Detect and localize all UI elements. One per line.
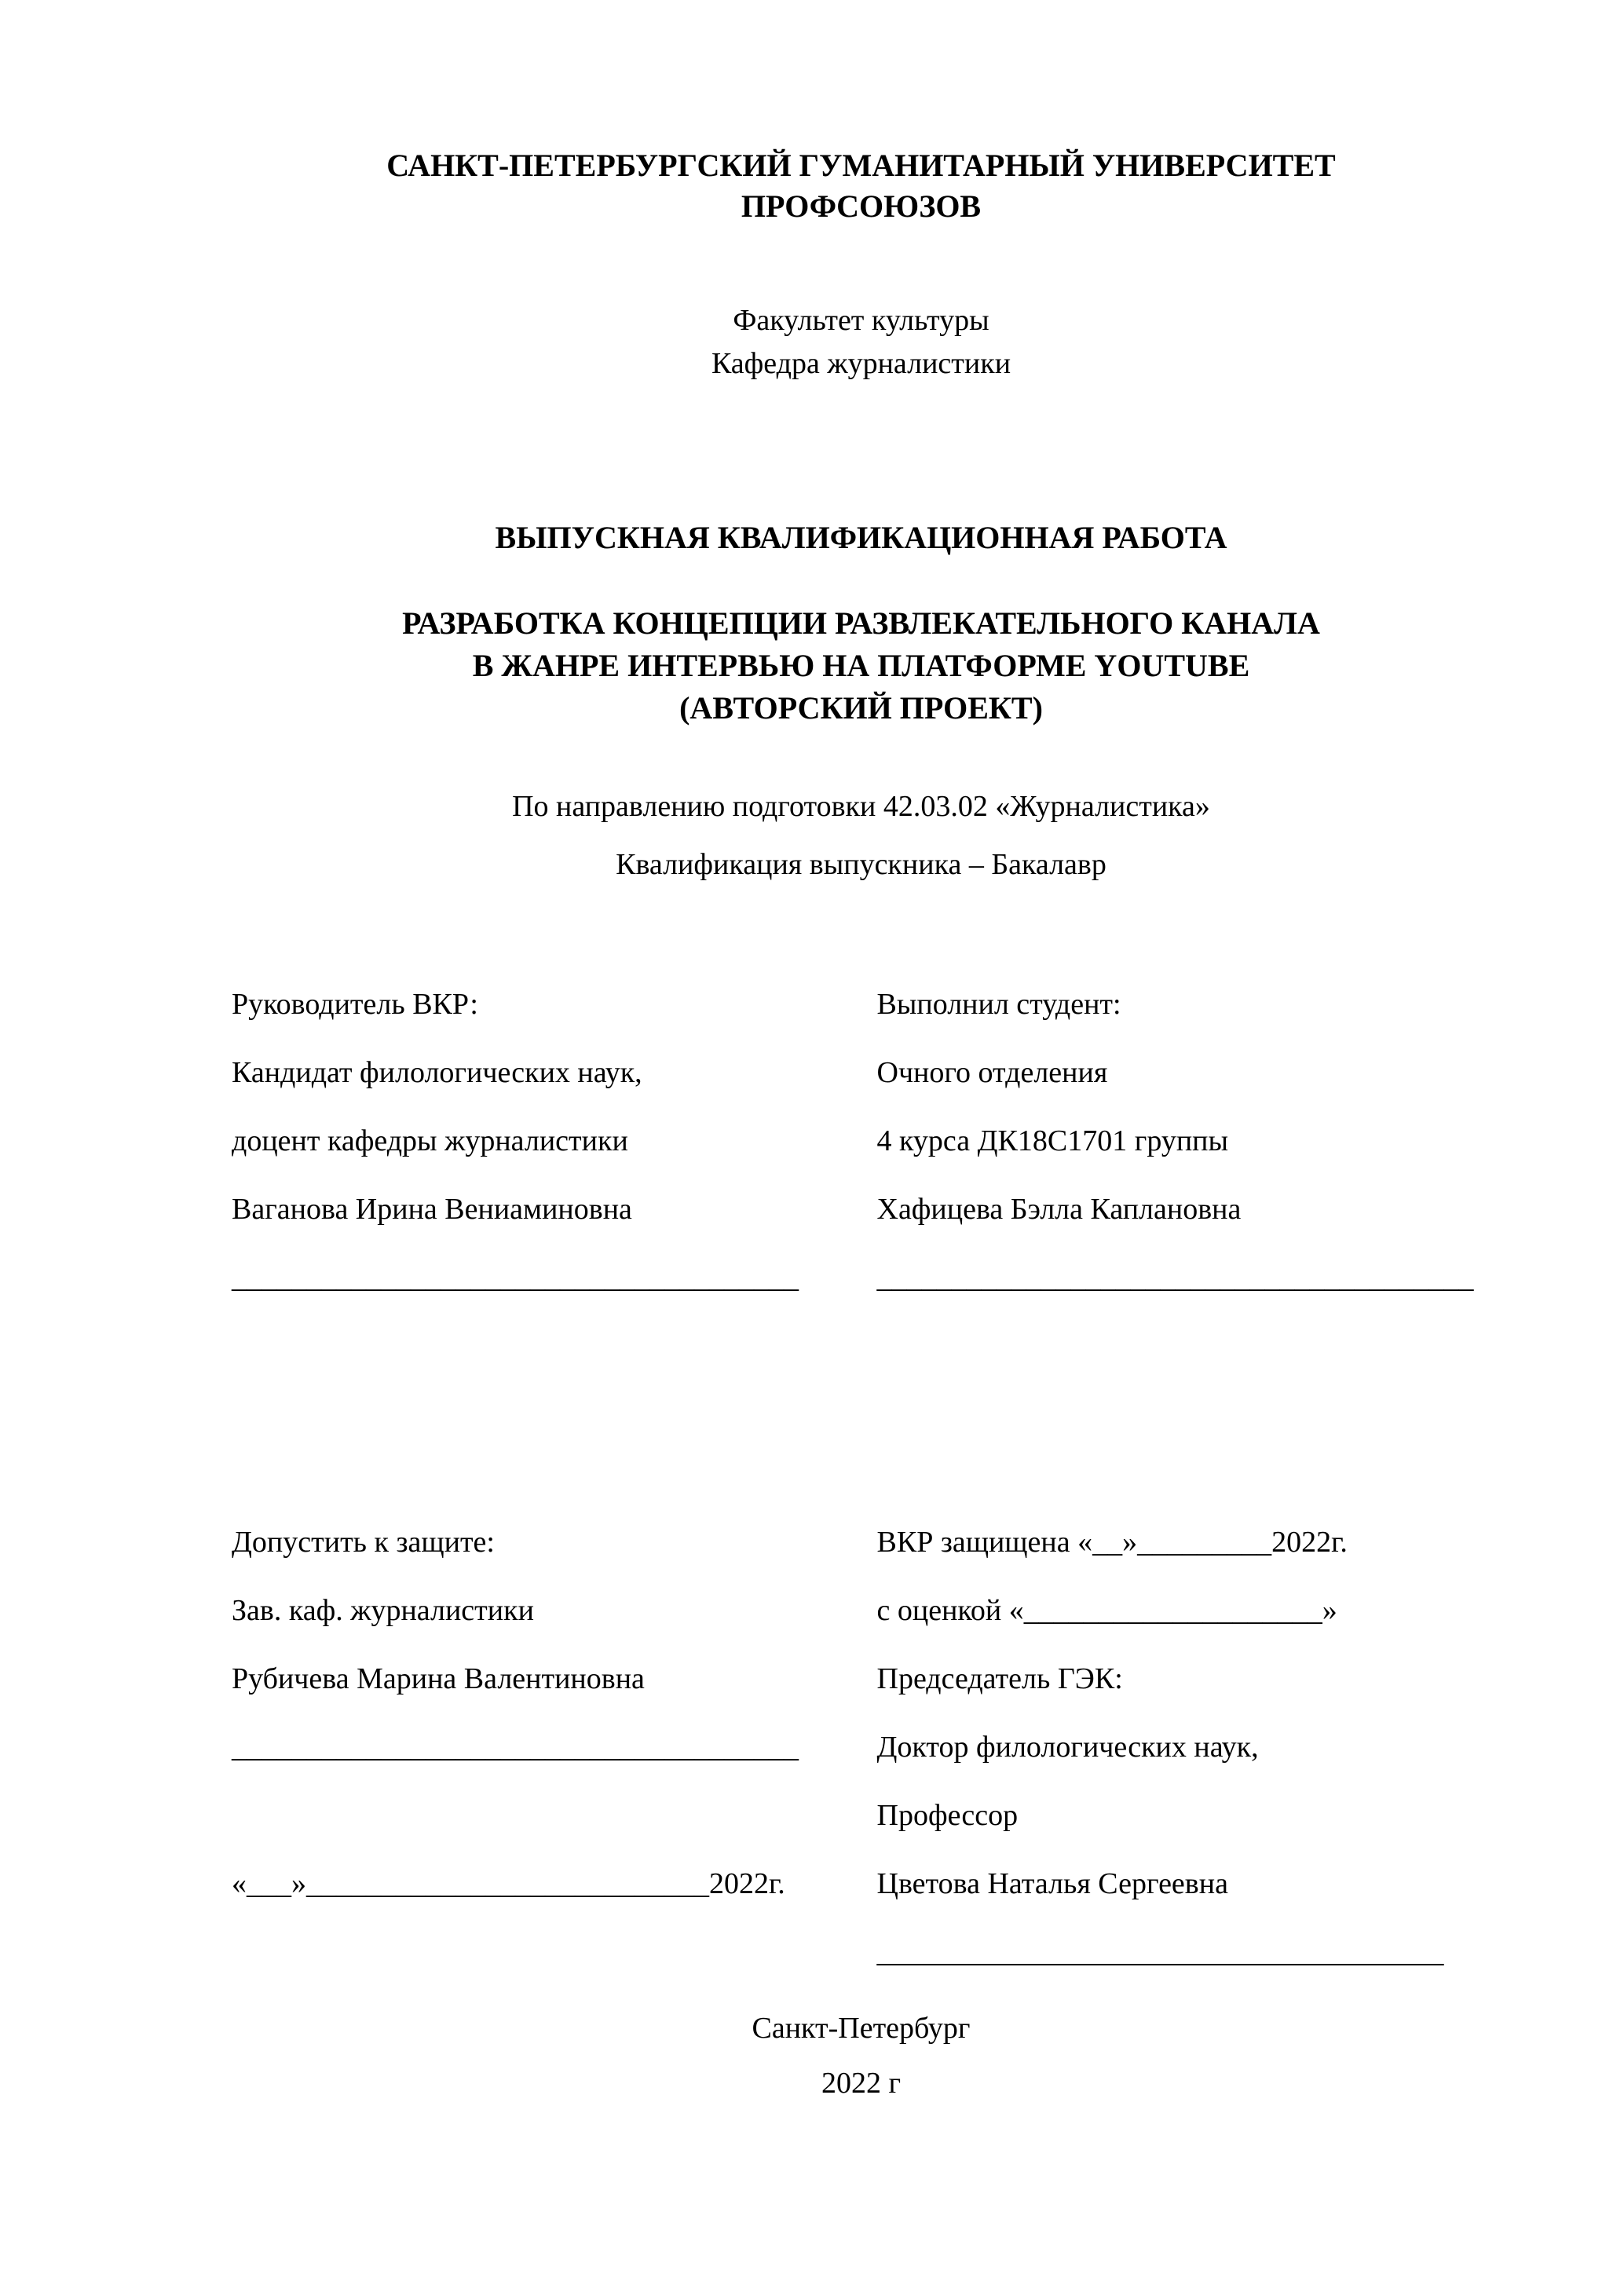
- chair-degree: Доктор филологических наук,: [876, 1730, 1259, 1764]
- supervisor-label: Руководитель ВКР:: [232, 987, 478, 1021]
- thesis-title-line1: РАЗРАБОТКА КОНЦЕПЦИИ РАЗВЛЕКАТЕЛЬНОГО КАНАЛА: [402, 605, 1320, 642]
- department-label: Кафедра журналистики: [711, 347, 1011, 381]
- thesis-title-line3: (АВТОРСКИЙ ПРОЕКТ): [679, 690, 1043, 726]
- faculty-label: Факультет культуры: [733, 304, 989, 337]
- admission-date-line: «___»___________________________2022г.: [232, 1866, 785, 1900]
- chair-title: Профессор: [876, 1798, 1019, 1832]
- committee-chair-label: Председатель ГЭК:: [876, 1662, 1123, 1695]
- thesis-title-line2: В ЖАНРЕ ИНТЕРВЬЮ НА ПЛАТФОРМЕ YOUTUBE: [472, 648, 1250, 684]
- supervisor-signature-line: ______________________________________: [232, 1260, 799, 1294]
- page-content: [232, 0, 1490, 2100]
- chair-signature-line: ______________________________________: [876, 1935, 1444, 1969]
- student-name: Хафицева Бэлла Каплановна: [876, 1192, 1242, 1226]
- head-of-department-name: Рубичева Марина Валентиновна: [232, 1662, 645, 1695]
- work-type-heading: ВЫПУСКНАЯ КВАЛИФИКАЦИОННАЯ РАБОТА: [495, 520, 1227, 556]
- defense-date-line: ВКР защищена «__»_________2022г.: [876, 1525, 1348, 1559]
- city-label: Санкт-Петербург: [752, 2012, 971, 2046]
- head-of-department-position: Зав. каф. журналистики: [232, 1593, 534, 1627]
- supervisor-degree: Кандидат филологических наук,: [232, 1055, 642, 1089]
- student-department: Очного отделения: [876, 1055, 1108, 1089]
- defense-grade-line: с оценкой «____________________»: [876, 1593, 1337, 1627]
- student-column: [877, 970, 1491, 1311]
- defense-column: [877, 1508, 1491, 1986]
- admission-spacer-row: [232, 1781, 846, 1849]
- year-label: 2022 г: [821, 2067, 902, 2100]
- chair-name: Цветова Наталья Сергеевна: [876, 1866, 1228, 1900]
- supervisor-name: Ваганова Ирина Вениаминовна: [232, 1192, 632, 1226]
- thesis-title: [232, 602, 1490, 729]
- university-name: [232, 145, 1490, 227]
- signature-block-2: [232, 1508, 1490, 1986]
- faculty-block: [232, 299, 1490, 386]
- supervisor-column: [232, 970, 846, 1311]
- qualification-line: Квалификация выпускника – Бакалавр: [616, 848, 1106, 882]
- admission-signature-line: ______________________________________: [232, 1730, 799, 1764]
- supervisor-position: доцент кафедры журналистики: [232, 1124, 628, 1157]
- student-signature-line: ________________________________________: [876, 1260, 1474, 1294]
- university-name-line1: САНКТ-ПЕТЕРБУРГСКИЙ ГУМАНИТАРНЫЙ УНИВЕРСИТЕТ: [386, 148, 1336, 183]
- admission-label: Допустить к защите:: [232, 1525, 495, 1559]
- signature-block-1: [232, 970, 1490, 1311]
- program-line: По направлению подготовки 42.03.02 «Журналистика»: [512, 790, 1210, 824]
- student-group: 4 курса ДК18С1701 группы: [876, 1124, 1229, 1157]
- student-label: Выполнил студент:: [876, 987, 1121, 1021]
- university-name-line2: ПРОФСОЮЗОВ: [741, 188, 982, 224]
- admission-column: [232, 1508, 846, 1986]
